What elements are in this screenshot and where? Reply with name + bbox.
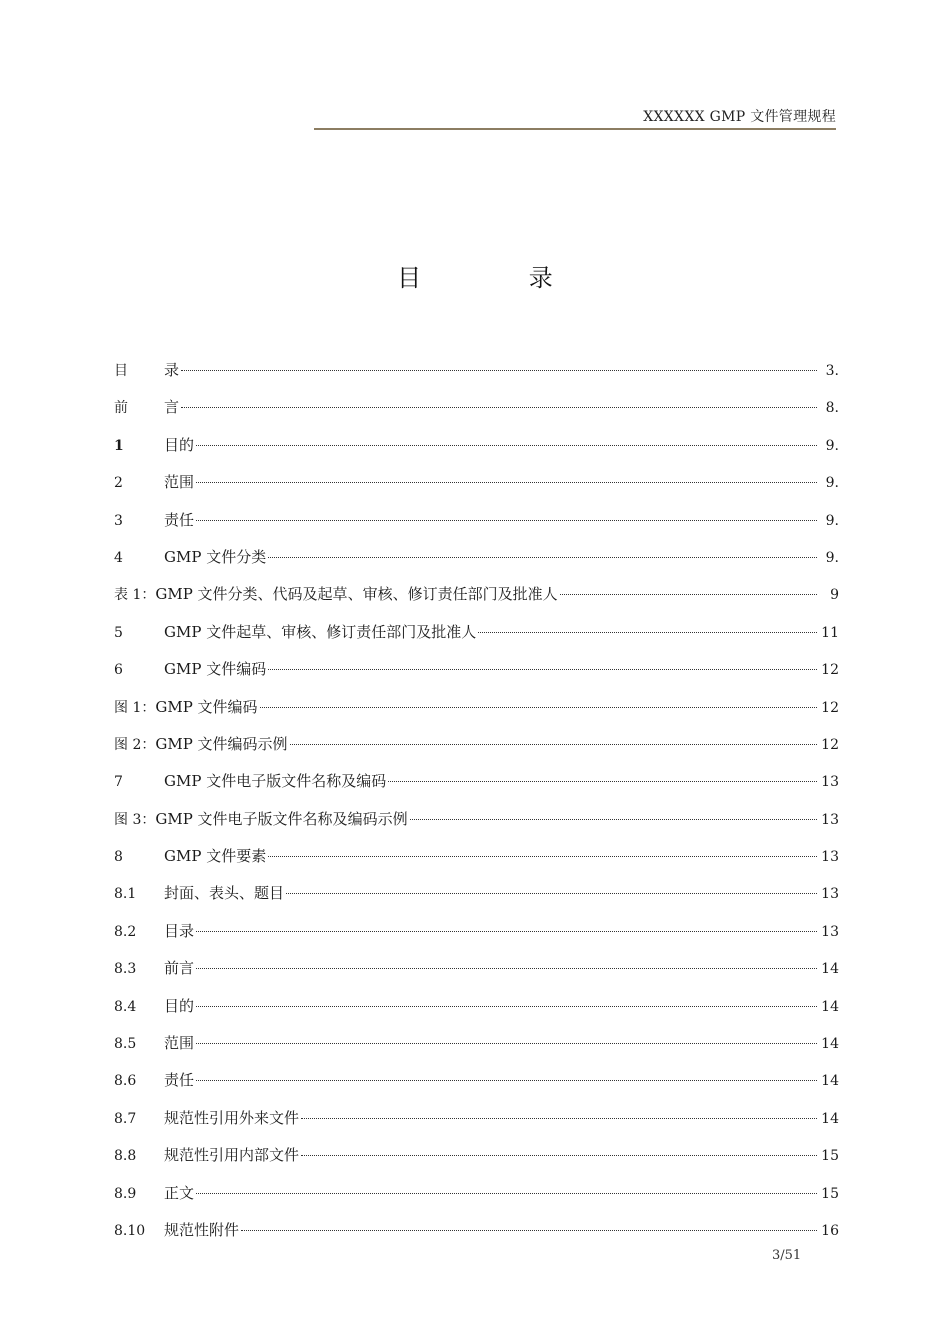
toc-leader-dots (301, 1155, 817, 1156)
toc-leader-dots (290, 744, 817, 745)
toc-leader-dots (410, 819, 817, 820)
toc-leader-dots (196, 1043, 817, 1044)
toc-entry[interactable] (114, 950, 839, 987)
toc-entry-number: 3 (114, 512, 123, 529)
header-rule (314, 128, 836, 130)
toc-entry-number: 目 (114, 363, 128, 379)
toc-title: 目 录 (397, 264, 603, 292)
toc-entry-title: 目录 (164, 921, 195, 940)
toc-entry-page: 9. (825, 475, 839, 492)
toc-entry-title: 规范性附件 (164, 1220, 240, 1239)
toc-entry-title: 范围 (164, 1034, 195, 1053)
toc-entry-title: GMP 文件电子版文件名称及编码 (164, 772, 387, 791)
toc-entry-page: 13 (821, 774, 839, 791)
toc-entry-number: 8.1 (114, 886, 137, 903)
toc-entry-number: 5 (114, 624, 123, 641)
toc-entry-number: 4 (114, 549, 123, 566)
toc-entry-title: GMP 文件编码 (155, 697, 258, 716)
toc-entry[interactable] (114, 1137, 839, 1174)
toc-entry[interactable] (114, 614, 839, 651)
toc-entry-number: 8.9 (114, 1185, 137, 1202)
toc-entry-page: 9. (825, 549, 839, 566)
toc-entry-title: 目的 (164, 996, 195, 1015)
toc-entry-page: 13 (821, 886, 839, 903)
toc-leader-dots (268, 557, 817, 558)
toc-entry-title: GMP 文件分类 (164, 547, 267, 566)
toc-entry-page: 14 (821, 1073, 839, 1090)
toc-entry[interactable] (114, 1175, 839, 1212)
toc-entry[interactable] (114, 651, 839, 688)
toc-entry-page: 14 (821, 1036, 839, 1053)
toc-entry-title: GMP 文件分类、代码及起草、审核、修订责任部门及批准人 (155, 585, 558, 604)
toc-leader-dots (388, 781, 817, 782)
toc-entry[interactable] (114, 389, 839, 426)
toc-entry-number: 8.8 (114, 1148, 137, 1165)
toc-leader-dots (196, 1193, 817, 1194)
toc-leader-dots (268, 856, 817, 857)
toc-leader-dots (196, 931, 817, 932)
toc-entry[interactable] (114, 988, 839, 1025)
toc-entry-number: 1 (114, 437, 124, 454)
toc-entry-title: 责任 (164, 1071, 195, 1090)
toc-entry-title: 录 (164, 361, 180, 379)
toc-entry-number: 2 (114, 475, 123, 492)
toc-entry-page: 3. (825, 363, 839, 379)
toc-leader-dots (286, 893, 817, 894)
toc-entry-title: 正文 (164, 1183, 195, 1202)
toc-entry[interactable] (114, 763, 839, 800)
toc-list (114, 352, 839, 1249)
toc-leader-dots (196, 1006, 817, 1007)
toc-leader-dots (260, 707, 817, 708)
toc-entry-title: GMP 文件起草、审核、修订责任部门及批准人 (164, 622, 477, 641)
toc-entry-title: 言 (164, 398, 180, 417)
toc-entry-number: 7 (114, 774, 123, 791)
toc-entry[interactable] (114, 1100, 839, 1137)
toc-entry-title: 规范性引用外来文件 (164, 1108, 300, 1127)
toc-entry-page: 9. (825, 437, 839, 454)
toc-entry-number: 8 (114, 849, 123, 866)
toc-leader-dots (196, 520, 817, 521)
toc-entry[interactable] (114, 427, 839, 464)
page-number: 3/51 (772, 1248, 802, 1263)
page-header-title: XXXXXX GMP 文件管理规程 (643, 109, 836, 125)
toc-entry-page: 12 (821, 662, 839, 679)
toc-entry-title: 前言 (164, 959, 195, 978)
toc-entry-title: 目的 (164, 435, 195, 454)
toc-entry[interactable] (114, 1025, 839, 1062)
toc-entry-page: 8. (825, 400, 839, 417)
toc-entry-number: 图 1： (114, 699, 156, 716)
toc-entry-page: 14 (821, 998, 839, 1015)
toc-entry-page: 15 (821, 1148, 839, 1165)
toc-entry-page: 13 (821, 811, 839, 828)
toc-leader-dots (301, 1118, 817, 1119)
toc-entry[interactable] (114, 502, 839, 539)
toc-entry-page: 9. (825, 512, 839, 529)
toc-entry-page: 14 (821, 1110, 839, 1127)
toc-entry[interactable] (114, 838, 839, 875)
toc-entry-number: 图 2： (114, 736, 156, 753)
toc-entry-page: 12 (821, 736, 839, 753)
toc-entry-number: 8.7 (114, 1110, 137, 1127)
toc-entry-page: 11 (821, 624, 839, 641)
toc-entry-number: 8.10 (114, 1222, 146, 1239)
toc-entry-title: GMP 文件编码 (164, 660, 267, 679)
toc-entry-page: 15 (821, 1185, 839, 1202)
toc-entry-page: 16 (821, 1222, 839, 1239)
toc-leader-dots (196, 968, 817, 969)
toc-leader-dots (560, 594, 817, 595)
toc-entry-page: 14 (821, 961, 839, 978)
toc-entry-number: 前 (114, 400, 128, 417)
toc-leader-dots (196, 482, 817, 483)
toc-entry-title: 范围 (164, 473, 195, 492)
toc-entry[interactable] (114, 352, 839, 389)
toc-entry-number: 图 3： (114, 811, 156, 828)
toc-entry-title: GMP 文件要素 (164, 847, 267, 866)
toc-entry-number: 8.5 (114, 1036, 137, 1053)
toc-entry-number: 6 (114, 662, 123, 679)
toc-leader-dots (241, 1230, 817, 1231)
toc-entry-number: 8.3 (114, 961, 137, 978)
toc-entry[interactable] (114, 576, 839, 613)
toc-entry-title: 封面、表头、题目 (164, 884, 285, 903)
toc-entry[interactable] (114, 1062, 839, 1099)
toc-entry-number: 8.6 (114, 1073, 137, 1090)
toc-leader-dots (478, 632, 817, 633)
toc-entry[interactable] (114, 726, 839, 763)
toc-leader-dots (181, 370, 817, 371)
toc-entry-page: 13 (821, 849, 839, 866)
toc-entry[interactable] (114, 539, 839, 576)
toc-entry[interactable] (114, 1212, 839, 1249)
toc-leader-dots (268, 669, 817, 670)
toc-leader-dots (196, 445, 817, 446)
toc-entry[interactable] (114, 689, 839, 726)
toc-entry-page: 9 (830, 587, 839, 604)
toc-entry-number: 8.4 (114, 998, 137, 1015)
toc-entry-page: 13 (821, 923, 839, 940)
toc-entry[interactable] (114, 875, 839, 912)
toc-entry-title: GMP 文件编码示例 (155, 734, 288, 753)
toc-entry[interactable] (114, 464, 839, 501)
toc-entry-title: 规范性引用内部文件 (164, 1146, 300, 1165)
toc-entry[interactable] (114, 801, 839, 838)
toc-entry-title: GMP 文件电子版文件名称及编码示例 (155, 809, 408, 828)
toc-entry-number: 表 1： (114, 587, 156, 604)
toc-entry-number: 8.2 (114, 923, 137, 940)
toc-leader-dots (181, 407, 817, 408)
toc-entry[interactable] (114, 913, 839, 950)
toc-entry-page: 12 (821, 699, 839, 716)
toc-leader-dots (196, 1080, 817, 1081)
toc-entry-title: 责任 (164, 510, 195, 529)
